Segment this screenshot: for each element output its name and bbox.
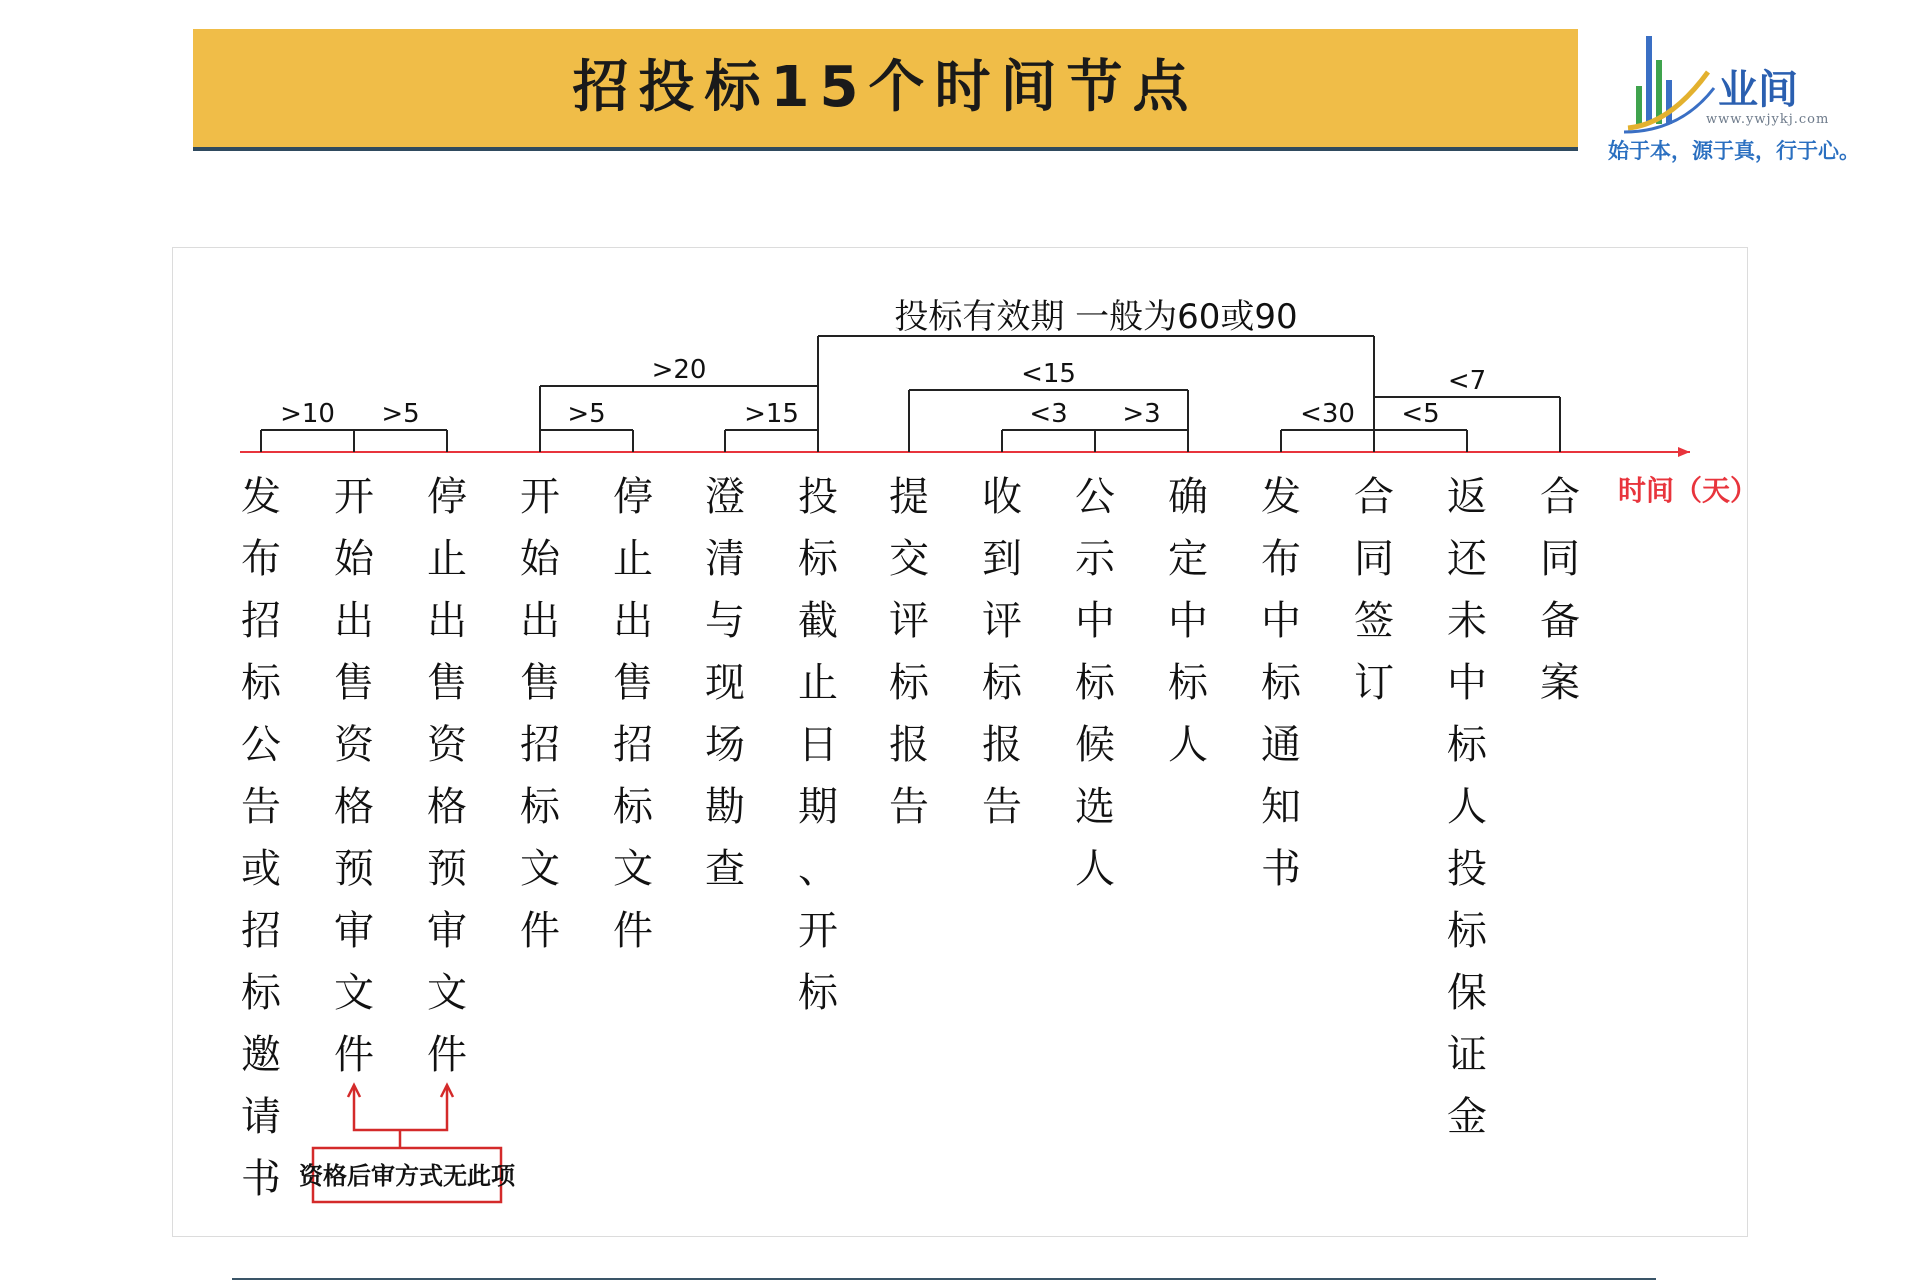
note-text: 资格后审方式无此项 [299, 1162, 515, 1190]
node-label: 开始出售招标文件 [520, 474, 560, 954]
node-label: 收到评标报告 [982, 474, 1022, 830]
interval-label: >3 [1122, 399, 1161, 429]
interval-label: >5 [567, 399, 606, 429]
logo-name: 业间 [1718, 66, 1798, 113]
interval-label: 投标有效期 一般为60或90 [894, 297, 1298, 337]
time-axis-arrow [1678, 447, 1690, 457]
node-label: 开始出售资格预审文件 [334, 474, 374, 1078]
interval-label: >10 [280, 399, 335, 429]
logo-slogan: 始于本，源于真，行于心。 [1608, 139, 1860, 163]
node-label: 返还未中标人投标保证金 [1447, 474, 1487, 1140]
node-label: 合同签订 [1354, 474, 1394, 706]
note-bracket [354, 1085, 447, 1130]
interval-label: >20 [651, 355, 707, 385]
interval-label: <5 [1401, 399, 1440, 429]
node-label: 停止出售招标文件 [613, 474, 653, 954]
node-label: 停止出售资格预审文件 [427, 474, 467, 1078]
node-label: 公示中标候选人 [1075, 474, 1115, 892]
node-label: 发布招标公告或招标邀请书 [241, 474, 281, 1202]
interval-label: >5 [381, 399, 420, 429]
interval-label: <30 [1300, 399, 1355, 429]
logo-url: www.ywjykj.com [1706, 112, 1830, 127]
node-label: 确定中标人 [1168, 474, 1208, 768]
interval-label: <3 [1029, 399, 1068, 429]
node-label: 澄清与现场勘查 [705, 474, 745, 892]
interval-label: <7 [1447, 366, 1487, 396]
node-label: 发布中标通知书 [1261, 474, 1301, 892]
node-label: 提交评标报告 [889, 474, 929, 830]
interval-label: >15 [744, 399, 799, 429]
time-axis-label: 时间（天） [1618, 474, 1759, 507]
node-label: 投标截止日期、开标 [798, 474, 838, 1016]
node-label: 合同备案 [1540, 474, 1580, 706]
page-title: 招投标15个时间节点 [572, 55, 1199, 120]
interval-label: <15 [1021, 359, 1076, 389]
